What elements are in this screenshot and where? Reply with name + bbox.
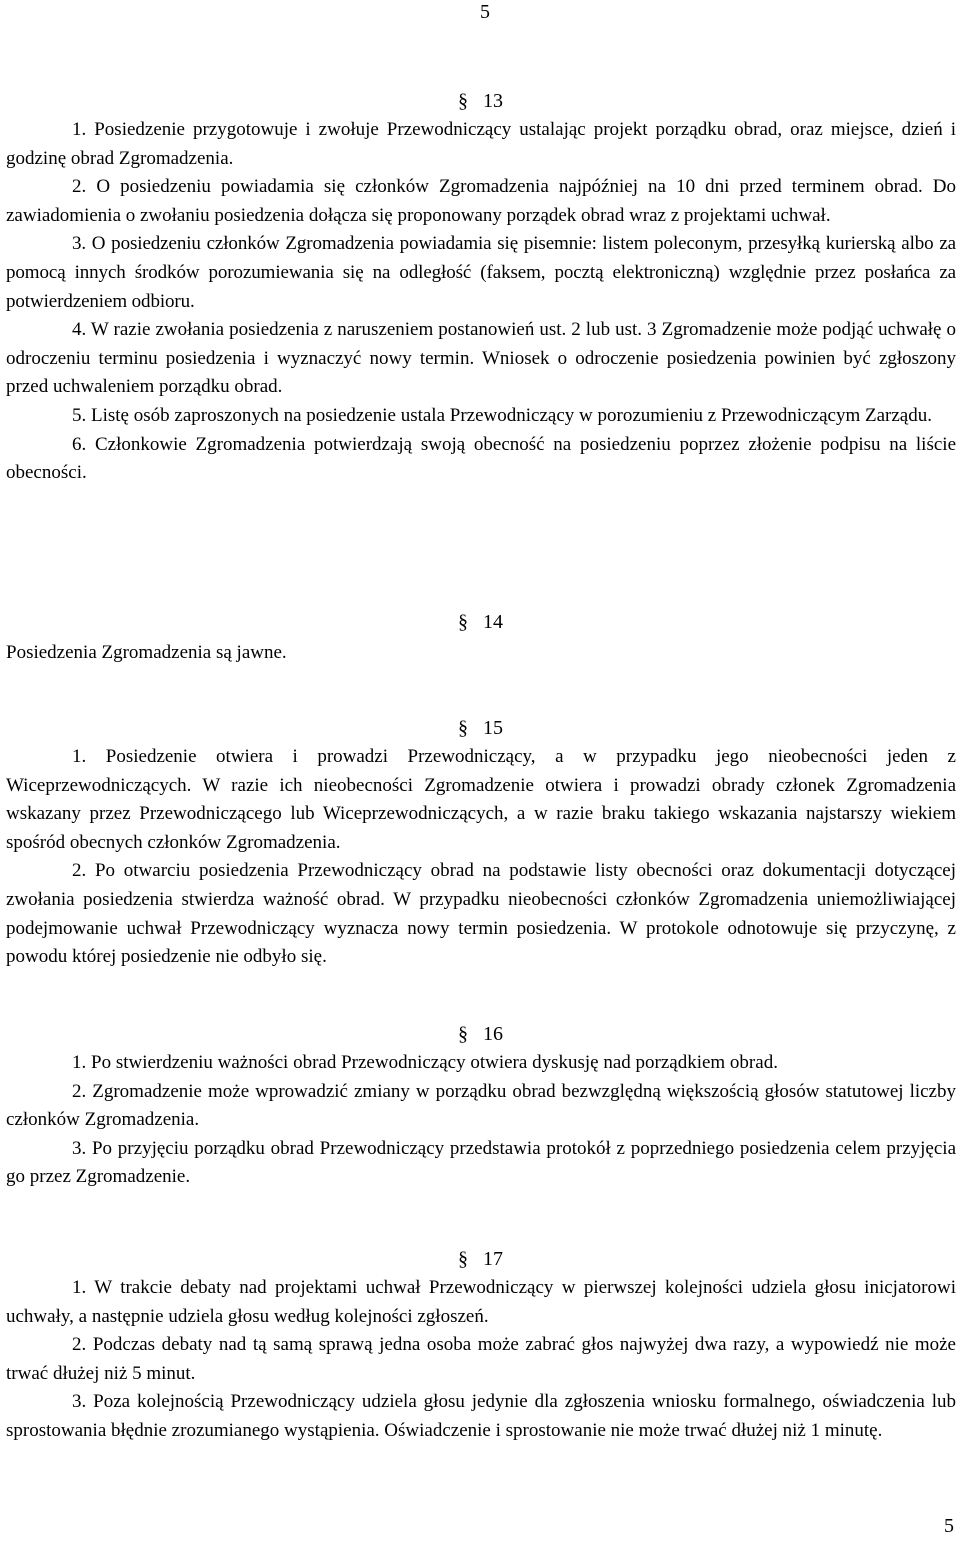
section-17 xyxy=(6,1244,956,1446)
section-15 xyxy=(6,713,956,972)
section-heading xyxy=(6,607,956,637)
paragraph-2: 2. Zgromadzenie może wprowadzić zmiany w porządku obrad bezwzględną większością głosów statutowej liczby członków Zgromadzenia. xyxy=(6,1080,956,1131)
paragraph-3: 3. O posiedzeniu członków Zgromadzenia powiadamia się pisemnie: listem poleconym, przesyłką kurierską albo za pomocą innych środków porozumiewania się na odległość (faksem, pocztą elektroniczną) względnie przez posłańca za potwierdzeniem odbioru. xyxy=(6,233,956,312)
section-16 xyxy=(6,1019,956,1192)
section-symbol: § xyxy=(458,717,468,739)
paragraph-2: 2. Podczas debaty nad tą samą sprawą jedna osoba może zabrać głos najwyżej dwa razy, a wypowiedź nie może trwać dłużej niż 5 minut. xyxy=(6,1334,956,1384)
document-page xyxy=(6,0,956,1548)
section-14 xyxy=(6,607,956,677)
section-number: 14 xyxy=(483,611,503,633)
paragraph-1: Posiedzenia Zgromadzenia są jawne. xyxy=(6,642,287,663)
section-symbol: § xyxy=(458,90,468,112)
section-symbol: § xyxy=(458,1023,468,1045)
paragraph-1: 1. W trakcie debaty nad projektami uchwał Przewodniczący w pierwszej kolejności udziela głosu inicjatorowi uchwały, a następnie udziela głosu według kolejności zgłoszeń. xyxy=(6,1277,956,1327)
section-number: 13 xyxy=(483,90,503,112)
section-number: 15 xyxy=(483,717,503,739)
section-number: 17 xyxy=(483,1248,503,1270)
section-13 xyxy=(6,86,956,488)
section-heading xyxy=(6,1019,956,1049)
page-number-bottom: 5 xyxy=(944,1515,954,1537)
paragraph-2: 2. O posiedzeniu powiadamia się członków Zgromadzenia najpóźniej na 10 dni przed terminem obrad. Do zawiadomienia o zwołaniu posiedzenia dołącza się proponowany porządek obrad wraz z projektami uchwał. xyxy=(6,176,956,226)
section-heading xyxy=(6,1244,956,1274)
section-symbol: § xyxy=(458,611,468,633)
paragraph-1: 1. Posiedzenie otwiera i prowadzi Przewodniczący, a w przypadku jego nieobecności jeden z Wiceprzewodniczących. W razie ich nieobecności Zgromadzenie otwiera i prowadzi obrady członek Zgromadzenia wskazany przez Przewodniczącego lub Wiceprzewodniczących, a w razie braku takiego wskazania najstarszy wiekiem spośród obecnych członków Zgromadzenia. xyxy=(6,746,956,853)
paragraph-5: 5. Listę osób zaproszonych na posiedzenie ustala Przewodniczący w porozumieniu z Przewodniczącym Zarządu. xyxy=(72,404,932,426)
section-symbol: § xyxy=(458,1248,468,1270)
page-number-top: 5 xyxy=(480,1,490,23)
paragraph-6: 6. Członkowie Zgromadzenia potwierdzają swoją obecność na posiedzeniu poprzez złożenie podpisu na liście obecności. xyxy=(6,433,956,484)
section-number: 16 xyxy=(483,1023,503,1045)
section-heading xyxy=(6,713,956,743)
paragraph-2: 2. Po otwarciu posiedzenia Przewodniczący obrad na podstawie listy obecności oraz dokumentacji dotyczącej zwołania posiedzenia stwierdza ważność obrad. W przypadku nieobecności członków Zgromadzenia uniemożliwiającej podejmowanie uchwał Przewodniczący wyznacza nowy termin posiedzenia. W protokole odnotowuje się przyczynę, z powodu której posiedzenie nie odbyło się. xyxy=(6,860,956,968)
paragraph-3: 3. Po przyjęciu porządku obrad Przewodniczący przedstawia protokół z poprzedniego posiedzenia celem przyjęcia go przez Zgromadzenie. xyxy=(6,1137,956,1188)
paragraph-1: 1. Posiedzenie przygotowuje i zwołuje Przewodniczący ustalając projekt porządku obrad, oraz miejsce, dzień i godzinę obrad Zgromadzenia. xyxy=(6,119,956,169)
section-heading xyxy=(6,86,956,116)
paragraph-3: 3. Poza kolejnością Przewodniczący udziela głosu jedynie dla zgłoszenia wniosku formalnego, oświadczenia lub sprostowania błędnie zrozumianego wystąpienia. Oświadczenie i sprostowanie nie może trwać dłużej niż 1 minutę. xyxy=(6,1391,956,1441)
paragraph-1: 1. Po stwierdzeniu ważności obrad Przewodniczący otwiera dyskusję nad porządkiem obrad. xyxy=(72,1052,778,1073)
paragraph-4: 4. W razie zwołania posiedzenia z naruszeniem postanowień ust. 2 lub ust. 3 Zgromadzenie może podjąć uchwałę o odroczeniu terminu posiedzenia i wyznaczyć nowy termin. Wniosek o odroczenie posiedzenia powinien być zgłoszony przed uchwaleniem porządku obrad. xyxy=(6,319,956,398)
